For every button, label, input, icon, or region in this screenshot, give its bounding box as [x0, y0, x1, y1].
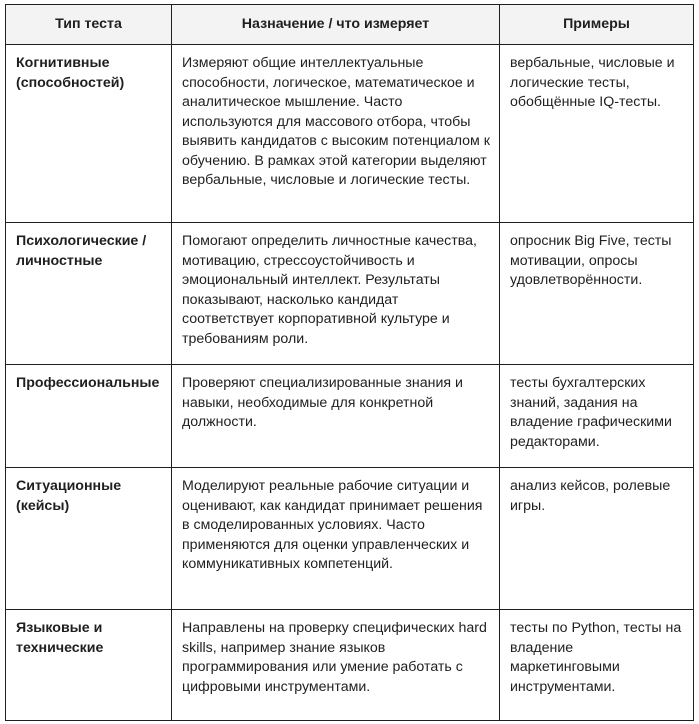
- row-situational-purpose: Моделируют реальные рабочие ситуации и оценивают, как кандидат принимает решения в смоделированных условиях. Часто применяются для оценки управленческих и коммуникативных компетенций.: [172, 468, 500, 610]
- test-types-table-container: [5, 4, 693, 721]
- row-professional-examples: тесты бухгалтерских знаний, задания на владение графическими редакторами.: [500, 365, 694, 468]
- row-professional-purpose: Проверяют специализированные знания и навыки, необходимые для конкретной должности.: [172, 365, 500, 468]
- row-professional-type: Профессиональные: [6, 365, 172, 468]
- row-cognitive-purpose: Измеряют общие интеллектуальные способности, логическое, математическое и аналитическое мышление. Часто используются для массового отбора, чтобы выявить кандидатов с высоким потенциалом к обучению. В рамках этой категории выделяют вербальные, числовые и логические тесты.: [172, 45, 500, 223]
- row-psychological-examples: опросник Big Five, тесты мотивации, опросы удовлетворённости.: [500, 223, 694, 365]
- row-situational-examples: анализ кейсов, ролевые игры.: [500, 468, 694, 610]
- table-row: [6, 468, 694, 610]
- row-language-tech-type: Языковые и технические: [6, 610, 172, 721]
- row-cognitive-type: Когнитивные (способностей): [6, 45, 172, 223]
- header-test-type: Тип теста: [6, 5, 172, 45]
- table-row: [6, 610, 694, 721]
- table-header-row: [6, 5, 694, 45]
- table-row: [6, 223, 694, 365]
- row-situational-type: Ситуационные (кейсы): [6, 468, 172, 610]
- row-psychological-purpose: Помогают определить личностные качества, мотивацию, стрессоустойчивость и эмоциональный интеллект. Результаты показывают, насколько кандидат соответствует корпоративной культуре и требованиям роли.: [172, 223, 500, 365]
- table-row: [6, 365, 694, 468]
- row-language-tech-purpose: Направлены на проверку специфических hard skills, например знание языков программирования или умение работать с цифровыми инструментами.: [172, 610, 500, 721]
- table-row: [6, 45, 694, 223]
- row-psychological-type: Психологические / личностные: [6, 223, 172, 365]
- row-cognitive-examples: вербальные, числовые и логические тесты, обобщённые IQ-тесты.: [500, 45, 694, 223]
- header-purpose: Назначение / что измеряет: [172, 5, 500, 45]
- row-language-tech-examples: тесты по Python, тесты на владение маркетинговыми инструментами.: [500, 610, 694, 721]
- header-examples: Примеры: [500, 5, 694, 45]
- test-types-table: [5, 4, 694, 721]
